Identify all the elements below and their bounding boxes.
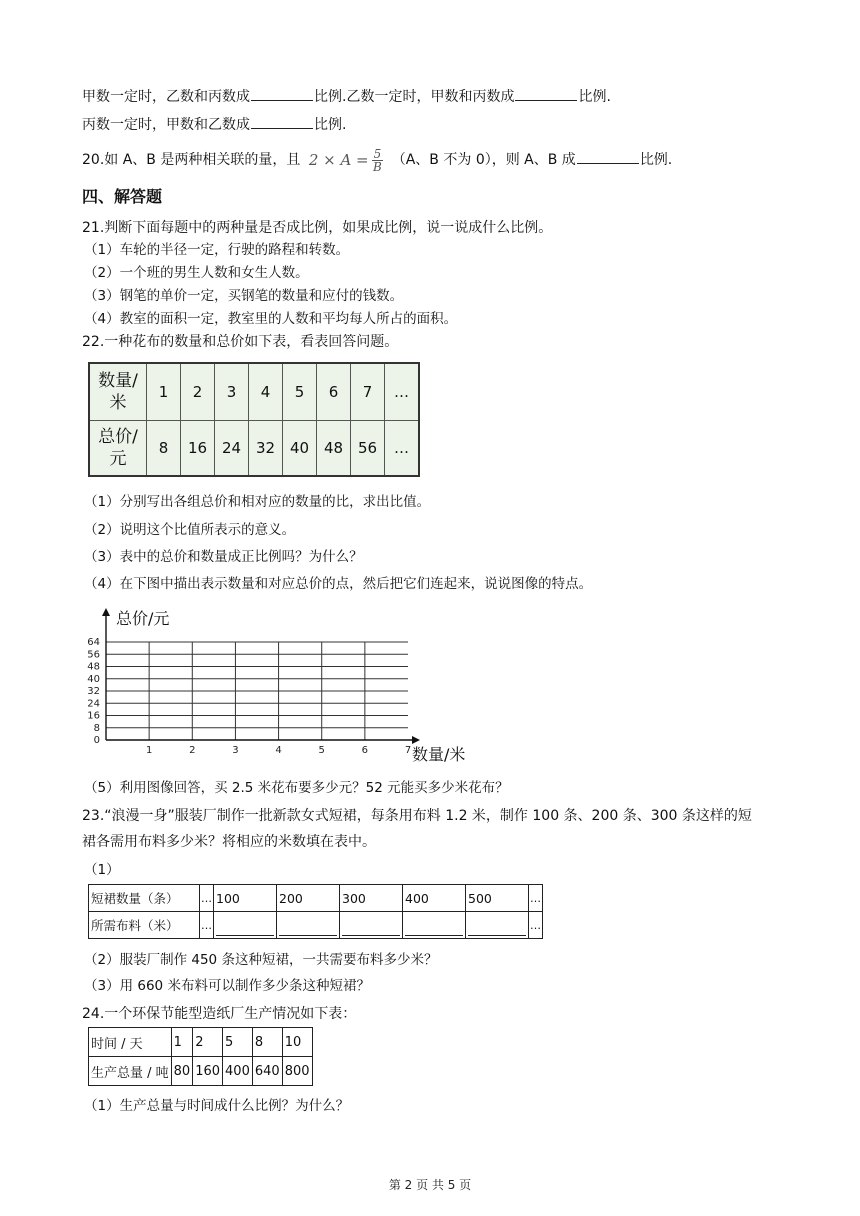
answer-cell[interactable]	[403, 912, 466, 939]
chart-grid	[106, 642, 408, 740]
y-tick-label: 56	[87, 649, 100, 661]
answer-blank[interactable]	[468, 915, 526, 936]
x-tick-label: 4	[275, 745, 282, 756]
section-title: 四、解答题	[82, 187, 163, 206]
table-cell-ellipsis: …	[529, 885, 543, 912]
answer-cell[interactable]	[340, 912, 403, 939]
q19-text-b: 比例.乙数一定时，甲数和丙数成	[314, 89, 515, 105]
q22-item-2: （2）说明这个比值所表示的意义。	[84, 522, 296, 538]
y-axis-label: 总价/元	[116, 609, 170, 628]
skirt-table	[88, 884, 543, 939]
q23-stem-line-2: 裙各需用布料多少米？将相应的米数填在表中。	[82, 834, 376, 850]
table-header-skirt-count: 短裙数量（条）	[89, 885, 200, 912]
q21-stem: 21.判断下面每题中的两种量是否成比例，如果成比例，说一说成什么比例。	[82, 220, 553, 236]
header-text: 数量/	[98, 371, 138, 391]
table-cell: 400	[403, 885, 466, 912]
table-cell: 6	[317, 363, 351, 421]
answer-blank[interactable]	[577, 149, 639, 164]
table-cell: 160	[193, 1057, 223, 1086]
x-tick-label: 1	[145, 745, 153, 756]
q23-stem-line-1: 23.“浪漫一身”服装厂制作一批新款女式短裙，每条用布料 1.2 米，制作 100 条、200 条、300 条这样的短	[82, 808, 752, 824]
q21-item-3: （3）钢笔的单价一定，买钢笔的数量和应付的钱数。	[84, 288, 404, 304]
table-cell: 56	[351, 421, 385, 477]
q19-line-2	[82, 114, 346, 135]
q20-line	[82, 146, 672, 174]
q21-item-4: （4）教室的面积一定，教室里的人数和平均每人所占的面积。	[84, 311, 458, 327]
q23-item-3: （3）用 660 米布料可以制作多少条这种短裙？	[84, 978, 370, 994]
table-header-quantity	[89, 363, 147, 421]
y-axis-ticks	[87, 637, 100, 746]
q23-part-label: （1）	[84, 862, 120, 878]
q22-item-3: （3）表中的总价和数量成正比例吗？为什么？	[84, 549, 363, 565]
q22-item-5: （5）利用图像回答，买 2.5 米花布要多少元？52 元能买多少米花布？	[84, 780, 509, 796]
x-axis-arrow	[412, 736, 420, 744]
y-tick-label: 40	[87, 673, 100, 685]
page-footer: 第 2 页 共 5 页	[388, 1178, 472, 1192]
x-axis-label: 数量/米	[412, 745, 466, 764]
q21-item-1: （1）车轮的半径一定，行驶的路程和转数。	[84, 242, 350, 258]
table-cell: 200	[277, 885, 340, 912]
y-tick-label: 8	[93, 722, 100, 734]
y-tick-label: 24	[87, 698, 100, 710]
table-cell: …	[385, 363, 420, 421]
x-tick-label: 2	[189, 745, 196, 756]
table-cell: 8	[252, 1028, 282, 1057]
table-cell: 8	[147, 421, 181, 477]
q20-text-b: （A、B 不为 0），则 A、B 成	[391, 152, 576, 168]
q22-stem: 22.一种花布的数量和总价如下表，看表回答问题。	[82, 334, 399, 350]
formula-numerator: 5	[373, 146, 382, 161]
x-tick-label: 7	[404, 745, 412, 756]
table-row	[89, 363, 419, 421]
x-tick-label: 6	[361, 745, 369, 756]
table-row	[89, 1057, 313, 1086]
table-cell: 24	[215, 421, 249, 477]
answer-blank[interactable]	[251, 114, 313, 129]
answer-blank[interactable]	[216, 915, 274, 936]
formula-left: 2 × A =	[308, 151, 369, 169]
chart-axes	[102, 608, 420, 744]
q19-text-c: 比例.	[578, 89, 611, 105]
price-table	[88, 362, 420, 477]
q20-text-c: 比例.	[639, 152, 673, 168]
table-cell: 40	[283, 421, 317, 477]
table-cell: 2	[193, 1028, 223, 1057]
table-cell: 80	[171, 1057, 193, 1086]
answer-cell[interactable]	[277, 912, 340, 939]
x-axis-ticks	[146, 745, 411, 756]
x-tick-label: 3	[232, 745, 239, 756]
table-cell-ellipsis: …	[200, 912, 214, 939]
header-text: 总价/	[98, 427, 138, 447]
table-cell: 800	[282, 1057, 312, 1086]
y-axis-arrow	[102, 608, 110, 616]
x-tick-label: 5	[318, 745, 325, 756]
q24-item-1: （1）生产总量与时间成什么比例？为什么？	[84, 1098, 350, 1114]
answer-blank[interactable]	[405, 915, 463, 936]
table-cell: 400	[223, 1057, 253, 1086]
table-header-output: 生产总量 / 吨	[89, 1057, 172, 1086]
q22-item-4: （4）在下图中描出表示数量和对应总价的点，然后把它们连起来，说说图像的特点。	[84, 576, 593, 592]
formula-denominator: B	[373, 159, 382, 174]
table-cell: 7	[351, 363, 385, 421]
q20-text-a: 20.如 A、B 是两种相关联的量，且	[82, 152, 301, 168]
table-row	[89, 1028, 313, 1057]
table-cell: 48	[317, 421, 351, 477]
table-cell: 5	[283, 363, 317, 421]
table-header-price	[89, 421, 147, 477]
q24-stem: 24.一个环保节能型造纸厂生产情况如下表：	[82, 1006, 357, 1022]
table-cell: 4	[249, 363, 283, 421]
table-cell: 10	[282, 1028, 312, 1057]
answer-blank[interactable]	[342, 915, 400, 936]
q23-item-2: （2）服装厂制作 450 条这种短裙，一共需要布料多少米？	[84, 952, 438, 968]
table-cell-ellipsis: …	[529, 912, 543, 939]
table-header-fabric: 所需布料（米）	[89, 912, 200, 939]
q21-item-2: （2）一个班的男生人数和女生人数。	[84, 265, 309, 281]
table-row	[89, 421, 419, 477]
q19-text-b: 比例.	[314, 117, 347, 133]
table-header-time: 时间 / 天	[89, 1028, 172, 1057]
table-cell: 5	[223, 1028, 253, 1057]
table-cell: 3	[215, 363, 249, 421]
y-tick-label: 0	[93, 735, 100, 746]
q19-text-a: 甲数一定时，乙数和丙数成	[82, 89, 250, 105]
answer-cell[interactable]	[214, 912, 277, 939]
table-cell: 2	[181, 363, 215, 421]
y-tick-label: 16	[87, 710, 100, 722]
table-cell: 1	[171, 1028, 193, 1057]
table-cell: …	[385, 421, 420, 477]
table-cell: 100	[214, 885, 277, 912]
q19-line-1	[82, 86, 611, 107]
production-table	[88, 1027, 313, 1086]
answer-blank[interactable]	[251, 86, 313, 101]
answer-blank[interactable]	[279, 915, 337, 936]
answer-blank[interactable]	[515, 86, 577, 101]
table-row	[89, 885, 543, 912]
table-cell: 500	[466, 885, 529, 912]
table-cell-ellipsis: …	[200, 885, 214, 912]
table-cell: 16	[181, 421, 215, 477]
table-cell: 300	[340, 885, 403, 912]
q22-item-1: （1）分别写出各组总价和相对应的数量的比，求出比值。	[84, 494, 431, 510]
y-tick-label: 64	[87, 637, 100, 648]
header-text: 米	[109, 393, 127, 413]
header-text: 元	[109, 449, 127, 469]
table-row	[89, 912, 543, 939]
y-tick-label: 32	[87, 686, 100, 697]
q20-formula	[309, 146, 383, 174]
table-cell: 32	[249, 421, 283, 477]
answer-cell[interactable]	[466, 912, 529, 939]
table-cell: 640	[252, 1057, 282, 1086]
table-cell: 1	[147, 363, 181, 421]
price-quantity-chart[interactable]	[78, 600, 478, 770]
y-tick-label: 48	[87, 661, 100, 673]
q19-text-a: 丙数一定时，甲数和乙数成	[82, 117, 250, 133]
